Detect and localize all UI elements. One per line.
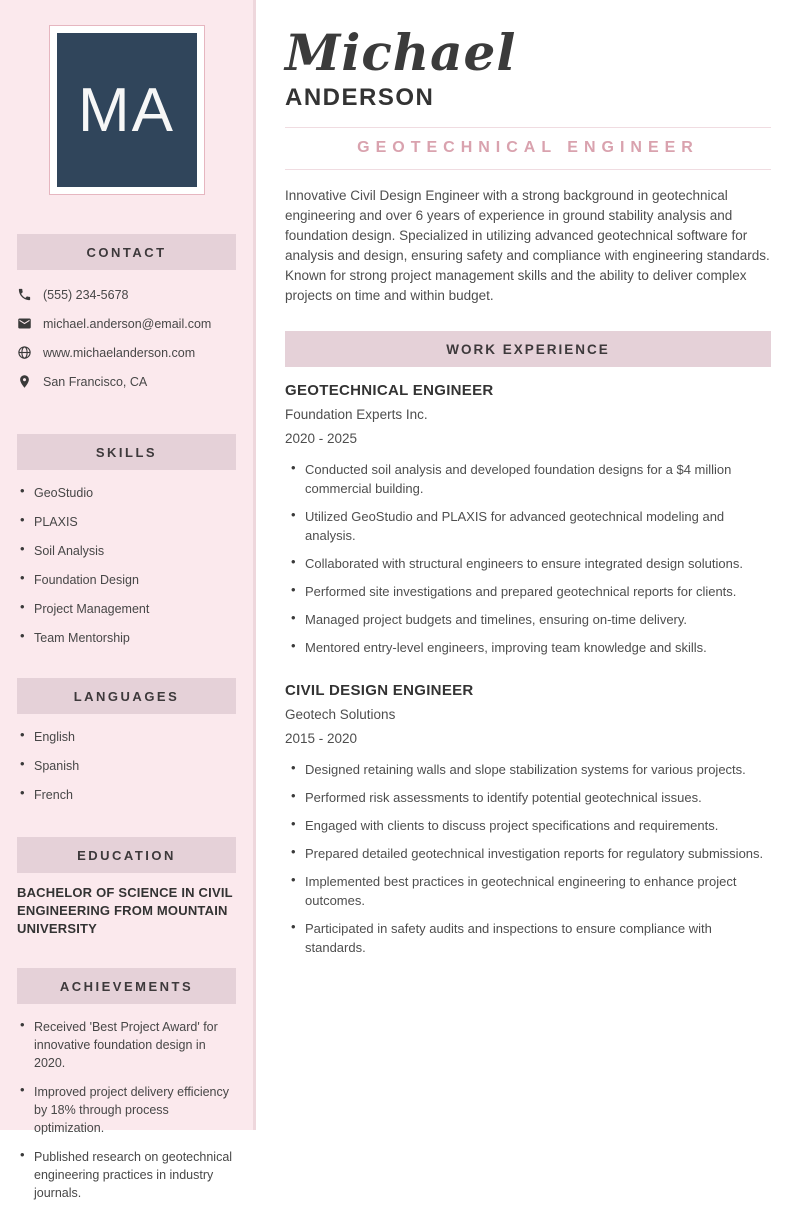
job-bullet: • Implemented best practices in geotechnical engineering to enhance project outcomes.	[285, 867, 771, 914]
job-bullet: • Conducted soil analysis and developed foundation designs for a $4 million commercial building.	[285, 455, 771, 502]
job-bullet: • Collaborated with structural engineers to ensure integrated design solutions.	[285, 549, 771, 577]
avatar	[49, 25, 205, 195]
skill-item: • Team Mentorship	[17, 623, 236, 652]
headline: GEOTECHNICAL ENGINEER	[357, 139, 699, 156]
contact-website-text: www.michaelanderson.com	[43, 345, 196, 360]
last-name: ANDERSON	[285, 84, 435, 111]
skill-item: • PLAXIS	[17, 507, 236, 536]
job-bullet: • Engaged with clients to discuss project specifications and requirements.	[285, 811, 771, 839]
job-bullet: • Managed project budgets and timelines, ensuring on-time delivery.	[285, 605, 771, 633]
contact-email-text: michael.anderson@email.com	[43, 316, 212, 331]
job-dates: 2015 - 2020	[285, 731, 358, 746]
job-bullet: • Performed risk assessments to identify potential geotechnical issues.	[285, 783, 771, 811]
job-bullet-list	[285, 455, 771, 661]
contact-phone-text: (555) 234-5678	[43, 287, 129, 302]
skill-item: • Foundation Design	[17, 565, 236, 594]
languages-section	[17, 678, 236, 809]
education-heading: EDUCATION	[17, 837, 236, 873]
achievement-item: • Received 'Best Project Award' for innovative foundation design in 2020.	[17, 1012, 236, 1077]
headline-block	[285, 127, 771, 170]
contact-location	[17, 367, 236, 396]
contact-list	[17, 280, 236, 396]
contact-section	[17, 234, 236, 396]
job-bullet: • Mentored entry-level engineers, improving team knowledge and skills.	[285, 633, 771, 661]
job-bullet: • Participated in safety audits and inspections to ensure compliance with standards.	[285, 914, 771, 961]
job-company: Foundation Experts Inc.	[285, 407, 428, 422]
skills-section	[17, 434, 236, 652]
contact-phone	[17, 280, 236, 309]
sidebar	[0, 0, 256, 1200]
job-bullet-list	[285, 755, 771, 961]
work-experience-heading: WORK EXPERIENCE	[285, 331, 771, 367]
languages-heading: LANGUAGES	[17, 678, 236, 714]
job-title: CIVIL DESIGN ENGINEER	[285, 682, 474, 699]
main-column	[256, 0, 800, 1130]
skills-heading: SKILLS	[17, 434, 236, 470]
achievement-item: • Published research on geotechnical engineering practices in industry journals.	[17, 1142, 236, 1207]
skill-item: • Soil Analysis	[17, 536, 236, 565]
contact-email	[17, 309, 236, 338]
job-bullet: • Prepared detailed geotechnical investigation reports for regulatory submissions.	[285, 839, 771, 867]
education-section	[17, 837, 236, 938]
phone-icon	[17, 287, 32, 302]
job-dates: 2020 - 2025	[285, 431, 358, 446]
avatar-initials-box	[57, 33, 197, 187]
skill-item: • Project Management	[17, 594, 236, 623]
globe-icon	[17, 345, 32, 360]
profile-summary: Innovative Civil Design Engineer with a strong background in geotechnical engineering and over 6 years of experience in ground stability analysis and foundation design. Specialized in utilizing advanced geotechnical software for analysis and design, ensuring safety and compliance with engineering standards. Known for strong project management skills and the ability to deliver complex projects on time and within budget.	[285, 188, 770, 303]
job-title: GEOTECHNICAL ENGINEER	[285, 382, 494, 399]
achievement-item: • Improved project delivery efficiency by 18% through process optimization.	[17, 1077, 236, 1142]
achievements-heading: ACHIEVEMENTS	[17, 968, 236, 1004]
contact-location-text: San Francisco, CA	[43, 374, 148, 389]
contact-heading: CONTACT	[17, 234, 236, 270]
avatar-initials: MA	[78, 75, 175, 145]
name-header	[285, 24, 771, 170]
achievements-section	[17, 968, 236, 1207]
job-entry	[285, 682, 771, 961]
email-icon	[17, 316, 32, 331]
job-bullet: • Designed retaining walls and slope stabilization systems for various projects.	[285, 755, 771, 783]
language-item: • English	[17, 722, 236, 751]
contact-website	[17, 338, 236, 367]
first-name: Michael	[285, 23, 517, 82]
job-company: Geotech Solutions	[285, 707, 396, 722]
languages-list	[17, 722, 236, 809]
job-bullet: • Utilized GeoStudio and PLAXIS for advanced geotechnical modeling and analysis.	[285, 502, 771, 549]
job-bullet: • Performed site investigations and prepared geotechnical reports for clients.	[285, 577, 771, 605]
location-icon	[17, 374, 32, 389]
education-degree: BACHELOR OF SCIENCE IN CIVIL ENGINEERING FROM MOUNTAIN UNIVERSITY	[17, 885, 233, 936]
achievements-list	[17, 1012, 236, 1207]
language-item: • French	[17, 780, 236, 809]
job-entry	[285, 382, 771, 661]
skill-item: • GeoStudio	[17, 478, 236, 507]
skills-list	[17, 478, 236, 652]
language-item: • Spanish	[17, 751, 236, 780]
